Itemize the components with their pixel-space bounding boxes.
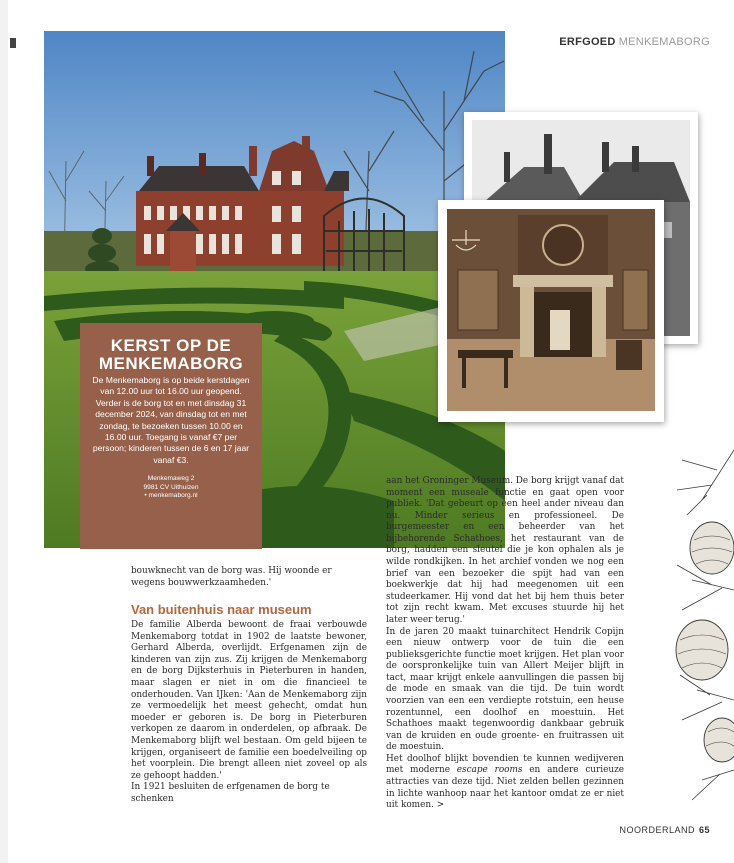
magazine-name: NOORDERLAND [619, 825, 695, 835]
section-subheading: Van buitenhuis naar museum [131, 602, 312, 618]
text-run: Het doolhof blijkt bovendien te kunnen wedijveren met moderne [386, 753, 624, 776]
paragraph: In 1921 besluiten de erfgenamen de borg te schenken [131, 782, 330, 804]
paragraph-intro: bouwknecht van de borg was. Hij woonde er wegens bouwwerkzaamheden.' [131, 566, 332, 588]
info-title-line1: KERST OP DE [110, 336, 232, 355]
page-number: 65 [698, 825, 710, 835]
page-edge [0, 0, 8, 863]
article-column-left [131, 566, 367, 805]
header-topic: MENKEMABORG [618, 36, 710, 48]
info-box-body: De Menkemaborg is op beide kerstdagen van 12.00 uur tot 16.00 uur geopend. Verder is de borg tot en met dinsdag 31 december 2024, van dinsdag tot en met zondag, te bezoeken tussen 10.00 en 16.00 uur. Toegang is vanaf €7 per persoon; kinderen tussen de 6 en 17 jaar vanaf €3. [92, 375, 250, 465]
info-box-title [88, 337, 254, 373]
text-run: en andere curieuze attracties van deze tijd. Niet zelden bellen gezinnen in lichte wanhoop naar het kantoor omdat ze er niet uit komen. > [386, 765, 624, 811]
page-footer [619, 825, 710, 835]
paragraph: In de jaren 20 maakt tuinarchitect Hendrik Copijn een nieuw ontwerp voor de tuin die een publieksgerichte functie moet krijgen. Het plan voor de oorspronkelijke tuin van Allert Meijer blijft in tact, maar krijgt enkele aanvullingen die passen bij de mode en smaak van die tijd. De tuin wordt voorzien van een een verdiepte rotstuin, een heuse rozentunnel, een doolhof en moestuin. Het Schathoes maakt tegenwoordig dankbaar gebruik van de kruiden en oude groente- en fruitrassen uit de moestuin. [386, 626, 624, 753]
paragraph: De familie Alberda bewoont de fraai verbouwde Menkemaborg totdat in 1902 de laatste bewoner, Gerhard Alberda, overlijdt. Erfgenamen zijn de kinderen van zijn zus. Zij krijgen de Menkemaborg en de borg Dijksterhuis in Pieterburen in handen, maar slagen er niet in om die financieel te onderhouden. Van IJken: 'Aan de Menkemaborg zijn ze vermoedelijk het meest gehecht, omdat hun moeder er geboren is. De borg in Pieterburen verkopen ze daarom in onderdelen, op afbraak. De Menkemaborg blijft wel bestaan. Om geld bijeen te krijgen, organiseert de familie een boedelveiling op het voorplein. Die brengt alleen niet zoveel op als ze gehoopt hadden.' [131, 620, 367, 781]
paragraph [386, 754, 624, 812]
address-city: 9981 CV Uithuizen [143, 483, 199, 491]
historic-interior-photo [438, 200, 664, 422]
section-header [559, 36, 710, 48]
address-website[interactable]: • menkemaborg.nl [144, 492, 198, 500]
paragraph: aan het Groninger Museum. De borg krijgt vanaf dat moment een museale functie en gaat open voor publiek. 'Dat gebeurt op een heel ander niveau dan nu. Minder serieus en professioneel. De burgemeester en een beheerder van het bijbehorende Schathoes, het restaurant van de borg, hadden een sleutel die je kon ophalen als je wilde rondkijken. In het archief vonden we nog een brief van een bezoeker die spijt had van een boekwerkje dat hij had meegenomen uit een studeerkamer. Hij vond dat het bij hem thuis beter tot zijn recht kwam. Met excuses stuurde hij het later weer terug.' [386, 476, 624, 625]
christmas-info-box [80, 323, 262, 549]
header-category: ERFGOED [559, 36, 616, 48]
article-column-right [386, 476, 624, 812]
info-box-address [88, 475, 254, 501]
info-title-line2: MENKEMABORG [98, 354, 244, 373]
text-emphasis: escape rooms [456, 765, 523, 776]
pinecone-illustration [662, 440, 734, 820]
binding-mark [10, 38, 16, 48]
address-street: Menkemaweg 2 [147, 475, 195, 483]
